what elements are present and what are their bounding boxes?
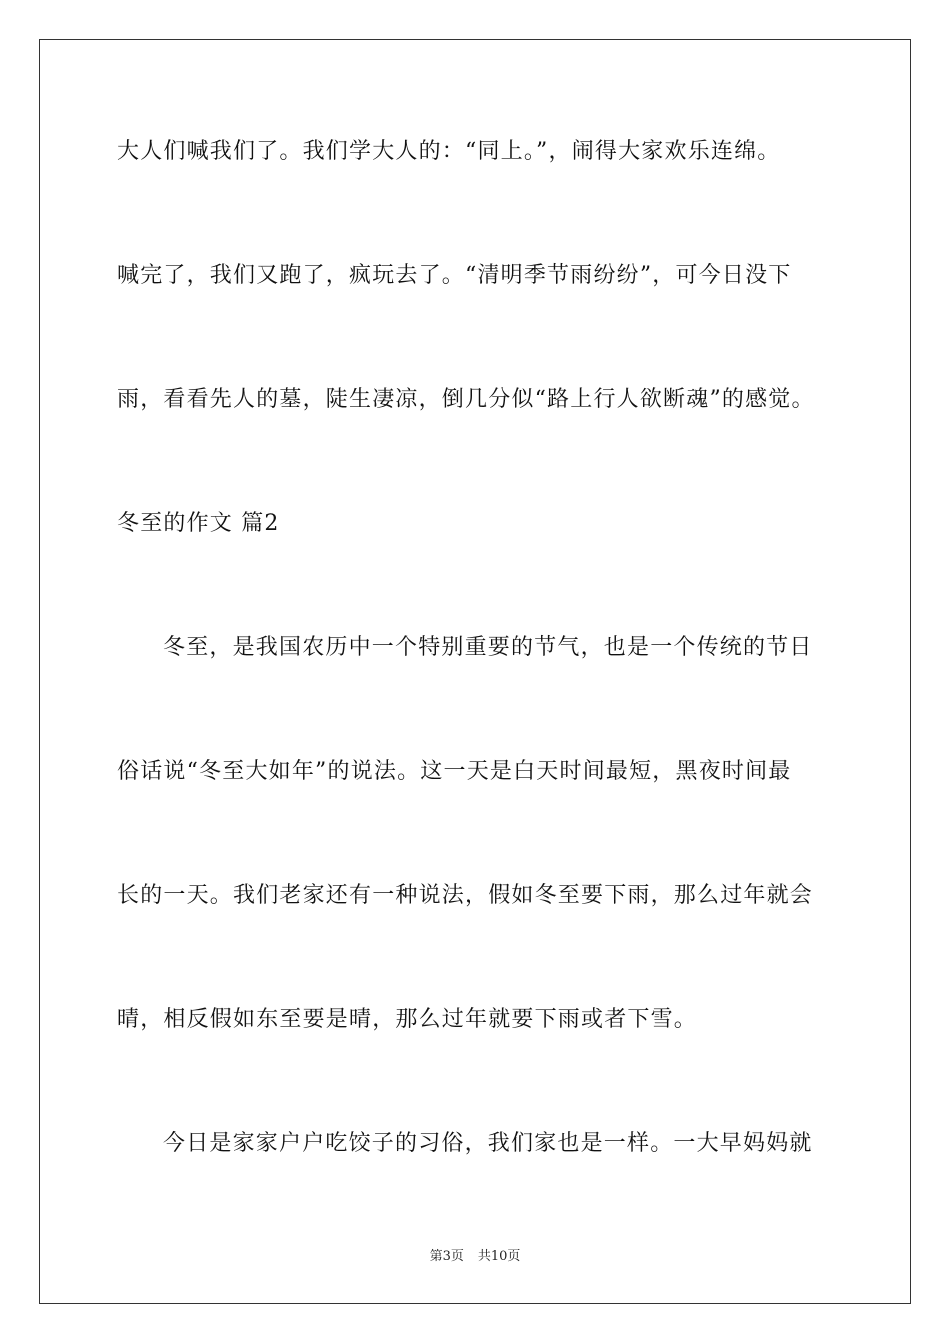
paragraph-line-1: 冬至，是我国农历中一个特别重要的节气，也是一个传统的节日 — [163, 635, 813, 660]
body-line-3: 雨，看看先人的墓，陡生凄凉，倒几分似“路上行人欲断魂”的感觉。 — [117, 387, 815, 412]
section-heading: 冬至的作文 篇2 — [117, 511, 280, 536]
paragraph-line-2: 俗话说“冬至大如年”的说法。这一天是白天时间最短，黑夜时间最 — [117, 759, 792, 784]
total-pages: 共10页 — [477, 1249, 521, 1264]
body-line-2: 喊完了，我们又跑了，疯玩去了。“清明季节雨纷纷”，可今日没下 — [117, 263, 792, 288]
page-footer — [0, 1248, 950, 1266]
body-line-1: 大人们喊我们了。我们学大人的：“同上。”，闹得大家欢乐连绵。 — [117, 139, 781, 164]
page-number: 第3页 — [429, 1249, 464, 1264]
paragraph-line-4: 晴，相反假如东至要是晴，那么过年就要下雨或者下雪。 — [117, 1007, 698, 1032]
paragraph-line-3: 长的一天。我们老家还有一种说法，假如冬至要下雨，那么过年就会 — [117, 883, 814, 908]
paragraph-line-5: 今日是家家户户吃饺子的习俗，我们家也是一样。一大早妈妈就 — [163, 1131, 813, 1156]
page-border — [39, 39, 911, 1304]
